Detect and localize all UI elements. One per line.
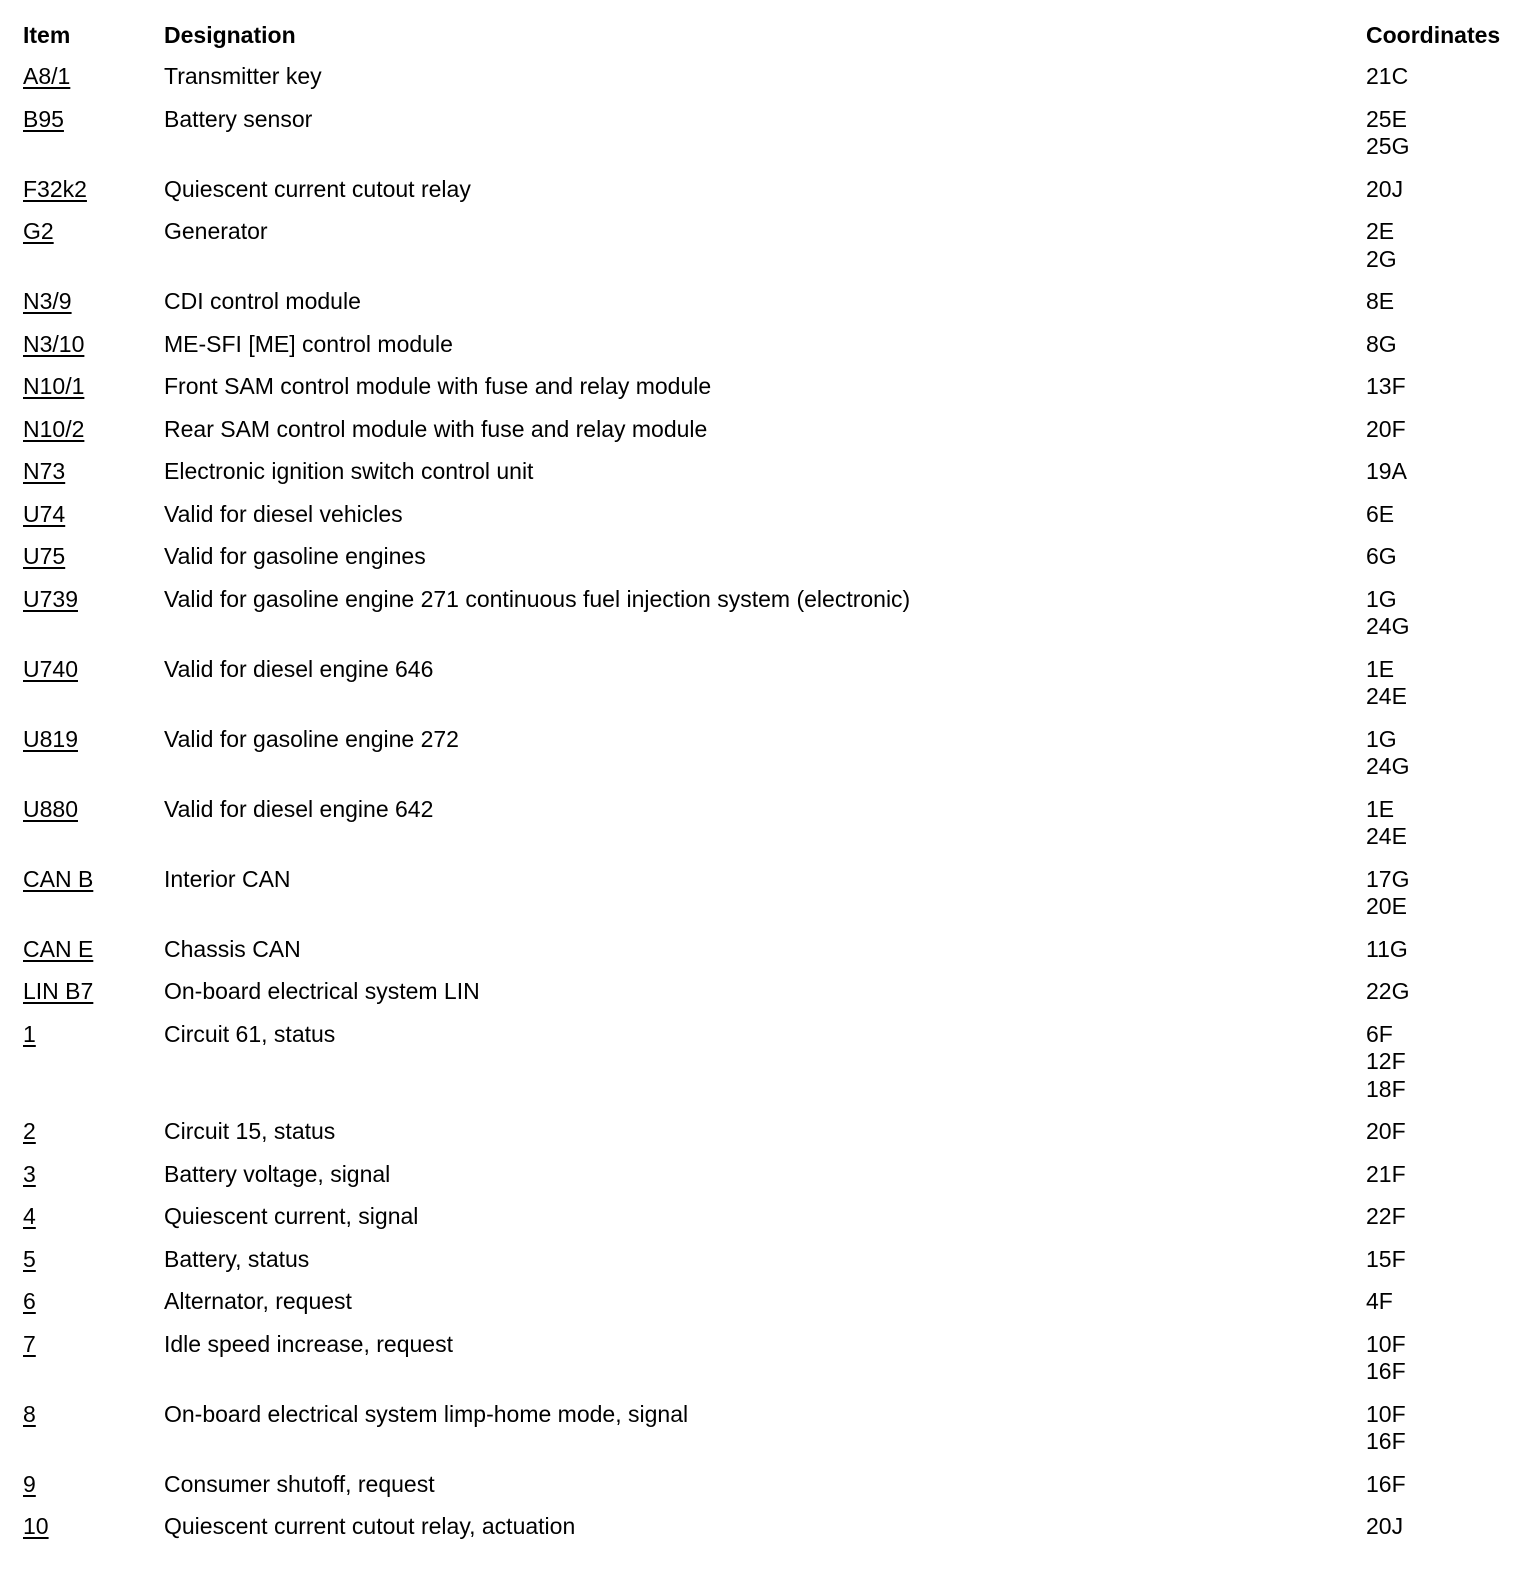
designation-text: Transmitter key xyxy=(164,63,322,89)
coordinates-cell xyxy=(1366,978,1536,1006)
coordinates-cell xyxy=(1366,106,1536,161)
designation-text: Electronic ignition switch control unit xyxy=(164,458,534,484)
coordinates-cell xyxy=(1366,866,1536,921)
coordinates-cell xyxy=(1366,1331,1536,1386)
item-link[interactable]: LIN B7 xyxy=(23,978,94,1004)
coordinate-value: 18F xyxy=(1366,1075,1406,1102)
designation-text: CDI control module xyxy=(164,288,361,314)
coordinate-value: 25G xyxy=(1366,133,1410,159)
item-link[interactable]: 8 xyxy=(23,1400,36,1427)
coordinate-value: 10F xyxy=(1366,1400,1406,1427)
table-row xyxy=(0,586,1536,656)
coordinate-value: 20E xyxy=(1366,893,1407,919)
table-row xyxy=(0,458,1536,501)
coordinates-cell xyxy=(1366,936,1536,964)
designation-text: Valid for gasoline engines xyxy=(164,543,426,569)
item-link[interactable]: N10/2 xyxy=(23,415,85,442)
designation-text: Generator xyxy=(164,218,268,244)
coordinates-cell xyxy=(1366,1401,1536,1456)
designation-text: Circuit 61, status xyxy=(164,1020,336,1047)
coordinates-cell xyxy=(1366,1203,1536,1231)
item-link[interactable]: U75 xyxy=(23,543,66,569)
coordinates-cell xyxy=(1366,331,1536,359)
coordinate-value: 12F xyxy=(1366,1048,1406,1074)
item-link[interactable]: B95 xyxy=(23,105,64,132)
coordinate-value: 17G xyxy=(1366,865,1410,892)
coordinate-value: 24E xyxy=(1366,823,1407,849)
item-link[interactable]: 3 xyxy=(23,1160,36,1187)
table-body xyxy=(0,63,1536,1556)
table-row xyxy=(0,936,1536,979)
coordinate-value: 1E xyxy=(1366,795,1395,822)
coordinate-value: 20J xyxy=(1366,175,1404,202)
coordinates-cell xyxy=(1366,63,1536,91)
table-row xyxy=(0,656,1536,726)
coordinates-cell xyxy=(1366,726,1536,781)
table-row xyxy=(0,373,1536,416)
item-link[interactable]: G2 xyxy=(23,218,54,244)
table-row xyxy=(0,416,1536,459)
item-link[interactable]: U880 xyxy=(23,795,78,822)
item-link[interactable]: N3/10 xyxy=(23,330,85,357)
item-link[interactable]: U739 xyxy=(23,585,78,612)
coordinate-value: 21C xyxy=(1366,63,1409,89)
item-link[interactable]: 9 xyxy=(23,1470,36,1497)
table-row xyxy=(0,1471,1536,1514)
item-link[interactable]: N10/1 xyxy=(23,373,85,399)
table-row xyxy=(0,288,1536,331)
coordinate-value: 20F xyxy=(1366,415,1406,442)
table-row xyxy=(0,1021,1536,1119)
item-link[interactable]: N3/9 xyxy=(23,288,72,314)
designation-text: Valid for diesel engine 646 xyxy=(164,655,434,682)
designation-text: Circuit 15, status xyxy=(164,1118,336,1144)
designation-text: On-board electrical system LIN xyxy=(164,978,480,1004)
coordinate-value: 6F xyxy=(1366,1020,1393,1047)
header-coordinates: Coordinates xyxy=(1366,22,1501,48)
coordinate-value: 16F xyxy=(1366,1358,1406,1384)
coordinates-cell xyxy=(1366,458,1536,486)
coordinate-value: 22F xyxy=(1366,1203,1406,1229)
designation-text: ME-SFI [ME] control module xyxy=(164,330,453,357)
designation-text: Alternator, request xyxy=(164,1288,352,1314)
table-row xyxy=(0,1161,1536,1204)
table-row xyxy=(0,1203,1536,1246)
coordinate-value: 24G xyxy=(1366,753,1410,779)
coordinate-value: 1G xyxy=(1366,725,1397,752)
coordinate-value: 24E xyxy=(1366,683,1407,709)
item-link[interactable]: CAN E xyxy=(23,935,94,962)
item-link[interactable]: U740 xyxy=(23,655,78,682)
item-link[interactable]: 2 xyxy=(23,1118,36,1144)
coordinate-value: 25E xyxy=(1366,105,1407,132)
coordinate-value: 22G xyxy=(1366,978,1410,1004)
coordinate-value: 16F xyxy=(1366,1428,1406,1454)
designation-text: On-board electrical system limp-home mode, signal xyxy=(164,1400,689,1427)
coordinates-cell xyxy=(1366,1118,1536,1146)
item-link[interactable]: U819 xyxy=(23,725,78,752)
table-row xyxy=(0,866,1536,936)
item-link[interactable]: 10 xyxy=(23,1513,49,1539)
table-row xyxy=(0,543,1536,586)
table-row xyxy=(0,1513,1536,1556)
item-link[interactable]: 6 xyxy=(23,1288,36,1314)
designation-text: Valid for diesel engine 642 xyxy=(164,795,434,822)
coordinates-cell xyxy=(1366,416,1536,444)
coordinates-cell xyxy=(1366,1246,1536,1274)
designation-text: Idle speed increase, request xyxy=(164,1330,453,1357)
designation-text: Battery voltage, signal xyxy=(164,1160,391,1187)
table-row xyxy=(0,1118,1536,1161)
designation-text: Battery sensor xyxy=(164,105,313,132)
coordinates-cell xyxy=(1366,1161,1536,1189)
table-row xyxy=(0,1288,1536,1331)
coordinate-value: 2G xyxy=(1366,245,1397,272)
designation-text: Consumer shutoff, request xyxy=(164,1470,435,1497)
coordinates-cell xyxy=(1366,586,1536,641)
coordinates-cell xyxy=(1366,501,1536,529)
coordinate-value: 6G xyxy=(1366,543,1397,569)
designation-text: Chassis CAN xyxy=(164,935,301,962)
header-item: Item xyxy=(23,22,71,48)
coordinate-value: 24G xyxy=(1366,613,1410,639)
coordinates-cell xyxy=(1366,288,1536,316)
table-row xyxy=(0,796,1536,866)
coordinate-value: 16F xyxy=(1366,1470,1406,1497)
coordinate-value: 19A xyxy=(1366,458,1407,484)
coordinates-cell xyxy=(1366,218,1536,273)
table-row xyxy=(0,726,1536,796)
coordinate-value: 6E xyxy=(1366,500,1395,527)
designation-text: Battery, status xyxy=(164,1245,310,1272)
table-row xyxy=(0,63,1536,106)
designation-text: Front SAM control module with fuse and relay module xyxy=(164,373,712,399)
item-link[interactable]: U74 xyxy=(23,500,66,527)
coordinates-cell xyxy=(1366,543,1536,571)
coordinate-value: 11G xyxy=(1366,935,1408,962)
coordinate-value: 15F xyxy=(1366,1245,1406,1272)
coordinate-value: 1G xyxy=(1366,585,1397,612)
designation-text: Rear SAM control module with fuse and relay module xyxy=(164,415,708,442)
item-link[interactable]: CAN B xyxy=(23,865,94,892)
header-designation: Designation xyxy=(164,22,296,48)
item-link[interactable]: A8/1 xyxy=(23,63,71,89)
coordinate-value: 2E xyxy=(1366,218,1395,244)
table-row xyxy=(0,1331,1536,1401)
designation-text: Valid for diesel vehicles xyxy=(164,500,403,527)
coordinates-cell xyxy=(1366,1021,1536,1104)
coordinate-value: 20F xyxy=(1366,1118,1406,1144)
coordinate-value: 4F xyxy=(1366,1288,1393,1314)
coordinates-cell xyxy=(1366,1513,1536,1541)
table-row xyxy=(0,331,1536,374)
item-link[interactable]: N73 xyxy=(23,458,66,484)
coordinates-cell xyxy=(1366,373,1536,401)
table-header xyxy=(0,21,1536,51)
coordinates-cell xyxy=(1366,176,1536,204)
designation-text: Quiescent current, signal xyxy=(164,1203,419,1229)
item-link[interactable]: 5 xyxy=(23,1245,36,1272)
coordinates-cell xyxy=(1366,1288,1536,1316)
coordinate-value: 13F xyxy=(1366,373,1406,399)
coordinate-value: 8G xyxy=(1366,330,1397,357)
table-row xyxy=(0,1246,1536,1289)
coordinate-value: 1E xyxy=(1366,655,1395,682)
coordinate-value: 10F xyxy=(1366,1330,1406,1357)
coordinates-cell xyxy=(1366,796,1536,851)
item-link[interactable]: F32k2 xyxy=(23,175,87,202)
designation-text: Interior CAN xyxy=(164,865,291,892)
table-row xyxy=(0,501,1536,544)
table-row xyxy=(0,106,1536,176)
item-link[interactable]: 4 xyxy=(23,1203,36,1229)
coordinates-cell xyxy=(1366,1471,1536,1499)
table-row xyxy=(0,978,1536,1021)
designation-text: Quiescent current cutout relay xyxy=(164,175,471,202)
coordinates-cell xyxy=(1366,656,1536,711)
designation-text: Valid for gasoline engine 271 continuous fuel injection system (electronic) xyxy=(164,585,911,612)
designation-text: Quiescent current cutout relay, actuation xyxy=(164,1513,576,1539)
table-row xyxy=(0,176,1536,219)
coordinate-value: 20J xyxy=(1366,1513,1404,1539)
table-row xyxy=(0,218,1536,288)
table-row xyxy=(0,1401,1536,1471)
coordinate-value: 8E xyxy=(1366,288,1395,314)
item-link[interactable]: 1 xyxy=(23,1020,36,1047)
item-link[interactable]: 7 xyxy=(23,1330,36,1357)
coordinate-value: 21F xyxy=(1366,1160,1406,1187)
designation-text: Valid for gasoline engine 272 xyxy=(164,725,459,752)
